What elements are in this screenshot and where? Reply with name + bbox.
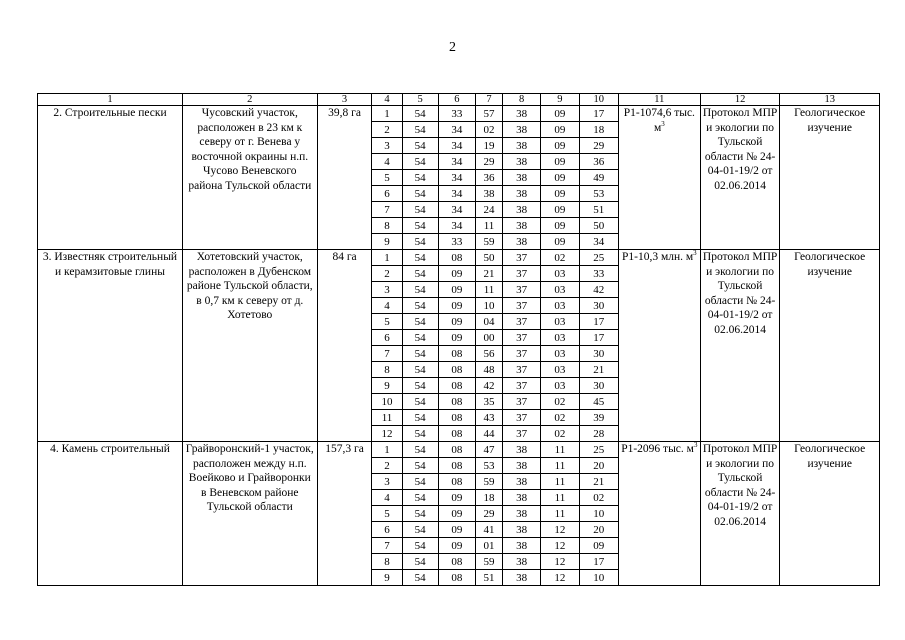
lon-degrees: 38	[502, 106, 540, 122]
point-number: 4	[372, 490, 402, 506]
lon-minutes: 12	[541, 538, 579, 554]
lon-degrees: 38	[502, 570, 540, 586]
lon-minutes: 03	[541, 346, 579, 362]
lat-seconds: 59	[476, 474, 503, 490]
point-number: 7	[372, 202, 402, 218]
lat-seconds: 24	[476, 202, 503, 218]
lon-seconds: 17	[579, 330, 618, 346]
unit-exponent: 3	[693, 441, 698, 450]
approval-protocol: Протокол МПР и экологии по Тульской области № 24-04-01-19/2 от 02.06.2014	[700, 250, 780, 442]
table-row	[38, 106, 880, 122]
lat-seconds: 59	[476, 554, 503, 570]
lat-seconds: 35	[476, 394, 503, 410]
lon-seconds: 09	[579, 538, 618, 554]
lat-degrees: 54	[402, 106, 438, 122]
column-header: 8	[502, 94, 540, 106]
lon-degrees: 38	[502, 506, 540, 522]
lon-degrees: 38	[502, 554, 540, 570]
lat-seconds: 43	[476, 410, 503, 426]
area-location: Хотетовский участок, расположен в Дубенском районе Тульской области, в 0,7 км к северу от д. Хотетово	[182, 250, 317, 442]
lon-degrees: 37	[502, 394, 540, 410]
lat-seconds: 59	[476, 234, 503, 250]
lat-degrees: 54	[402, 170, 438, 186]
lon-degrees: 38	[502, 138, 540, 154]
lon-minutes: 03	[541, 378, 579, 394]
lat-minutes: 08	[438, 378, 475, 394]
lon-minutes: 09	[541, 202, 579, 218]
area-size: 157,3 га	[317, 442, 372, 586]
lat-seconds: 41	[476, 522, 503, 538]
lon-degrees: 38	[502, 538, 540, 554]
lat-minutes: 09	[438, 266, 475, 282]
lon-minutes: 02	[541, 426, 579, 442]
lat-degrees: 54	[402, 506, 438, 522]
point-number: 7	[372, 538, 402, 554]
lat-minutes: 09	[438, 330, 475, 346]
point-number: 6	[372, 522, 402, 538]
approval-protocol: Протокол МПР и экологии по Тульской области № 24-04-01-19/2 от 02.06.2014	[700, 106, 780, 250]
lon-minutes: 03	[541, 282, 579, 298]
lat-degrees: 54	[402, 458, 438, 474]
lon-minutes: 09	[541, 122, 579, 138]
lat-seconds: 11	[476, 218, 503, 234]
column-header: 6	[438, 94, 475, 106]
unit-exponent: 3	[661, 119, 665, 128]
lon-seconds: 51	[579, 202, 618, 218]
lat-degrees: 54	[402, 330, 438, 346]
area-location: Грайворонский-1 участок, расположен между н.п. Воейково и Грайворонки в Веневском районе Тульской области	[182, 442, 317, 586]
lat-degrees: 54	[402, 522, 438, 538]
lon-seconds: 02	[579, 490, 618, 506]
lat-degrees: 54	[402, 122, 438, 138]
lon-degrees: 38	[502, 186, 540, 202]
point-number: 9	[372, 234, 402, 250]
lat-minutes: 08	[438, 410, 475, 426]
lat-minutes: 08	[438, 426, 475, 442]
area-size: 39,8 га	[317, 106, 372, 250]
lat-seconds: 04	[476, 314, 503, 330]
lon-degrees: 37	[502, 298, 540, 314]
lat-minutes: 09	[438, 522, 475, 538]
lon-minutes: 12	[541, 570, 579, 586]
column-header: 12	[700, 94, 780, 106]
lon-seconds: 53	[579, 186, 618, 202]
lat-minutes: 08	[438, 570, 475, 586]
column-header: 13	[780, 94, 880, 106]
lat-seconds: 50	[476, 250, 503, 266]
mineral-type: 4. Камень строительный	[38, 442, 183, 586]
column-header: 10	[579, 94, 618, 106]
point-number: 6	[372, 330, 402, 346]
lon-degrees: 37	[502, 410, 540, 426]
lat-degrees: 54	[402, 314, 438, 330]
lon-seconds: 10	[579, 570, 618, 586]
lon-minutes: 11	[541, 442, 579, 458]
lat-degrees: 54	[402, 490, 438, 506]
point-number: 3	[372, 474, 402, 490]
lat-minutes: 09	[438, 298, 475, 314]
lon-minutes: 02	[541, 250, 579, 266]
lon-degrees: 38	[502, 218, 540, 234]
lat-degrees: 54	[402, 186, 438, 202]
lat-minutes: 34	[438, 218, 475, 234]
lat-degrees: 54	[402, 362, 438, 378]
point-number: 6	[372, 186, 402, 202]
lon-minutes: 02	[541, 410, 579, 426]
lat-degrees: 54	[402, 154, 438, 170]
lon-degrees: 38	[502, 442, 540, 458]
lon-seconds: 29	[579, 138, 618, 154]
point-number: 8	[372, 362, 402, 378]
point-number: 5	[372, 314, 402, 330]
lon-seconds: 30	[579, 378, 618, 394]
lon-degrees: 38	[502, 522, 540, 538]
lat-seconds: 51	[476, 570, 503, 586]
lat-degrees: 54	[402, 266, 438, 282]
lat-seconds: 57	[476, 106, 503, 122]
lat-seconds: 29	[476, 154, 503, 170]
lon-degrees: 37	[502, 330, 540, 346]
column-header: 4	[372, 94, 402, 106]
lat-minutes: 08	[438, 394, 475, 410]
lon-degrees: 37	[502, 266, 540, 282]
lon-degrees: 37	[502, 346, 540, 362]
lon-degrees: 37	[502, 426, 540, 442]
lat-degrees: 54	[402, 346, 438, 362]
point-number: 7	[372, 346, 402, 362]
lon-degrees: 38	[502, 154, 540, 170]
lon-degrees: 38	[502, 122, 540, 138]
table-header	[38, 94, 880, 106]
lon-seconds: 21	[579, 362, 618, 378]
column-header: 11	[618, 94, 700, 106]
point-number: 4	[372, 298, 402, 314]
mineral-type: 3. Известняк строительный и керамзитовые глины	[38, 250, 183, 442]
point-number: 3	[372, 138, 402, 154]
lat-minutes: 09	[438, 490, 475, 506]
lat-minutes: 33	[438, 106, 475, 122]
lon-minutes: 09	[541, 186, 579, 202]
lon-seconds: 25	[579, 250, 618, 266]
column-header: 7	[476, 94, 503, 106]
lon-degrees: 38	[502, 490, 540, 506]
column-header: 5	[402, 94, 438, 106]
lat-seconds: 38	[476, 186, 503, 202]
lon-minutes: 11	[541, 506, 579, 522]
lat-degrees: 54	[402, 538, 438, 554]
lon-minutes: 12	[541, 554, 579, 570]
lat-minutes: 08	[438, 362, 475, 378]
point-number: 1	[372, 250, 402, 266]
point-number: 5	[372, 506, 402, 522]
lat-seconds: 02	[476, 122, 503, 138]
lon-minutes: 09	[541, 138, 579, 154]
lon-seconds: 42	[579, 282, 618, 298]
lat-seconds: 56	[476, 346, 503, 362]
lat-seconds: 11	[476, 282, 503, 298]
table-row	[38, 442, 880, 458]
lat-minutes: 09	[438, 314, 475, 330]
point-number: 4	[372, 154, 402, 170]
column-header: 1	[38, 94, 183, 106]
lon-minutes: 03	[541, 266, 579, 282]
lat-minutes: 34	[438, 122, 475, 138]
lon-degrees: 37	[502, 362, 540, 378]
lat-minutes: 08	[438, 554, 475, 570]
lon-seconds: 18	[579, 122, 618, 138]
point-number: 1	[372, 442, 402, 458]
lat-seconds: 42	[476, 378, 503, 394]
lon-minutes: 03	[541, 330, 579, 346]
lon-seconds: 17	[579, 314, 618, 330]
lon-minutes: 03	[541, 314, 579, 330]
lon-minutes: 09	[541, 154, 579, 170]
lat-degrees: 54	[402, 410, 438, 426]
point-number: 2	[372, 266, 402, 282]
lat-degrees: 54	[402, 570, 438, 586]
lat-degrees: 54	[402, 202, 438, 218]
point-number: 11	[372, 410, 402, 426]
column-header: 2	[182, 94, 317, 106]
resource-estimate	[618, 442, 700, 586]
lat-minutes: 34	[438, 170, 475, 186]
table-row	[38, 250, 880, 266]
lon-seconds: 50	[579, 218, 618, 234]
lon-seconds: 10	[579, 506, 618, 522]
lat-minutes: 34	[438, 202, 475, 218]
lon-seconds: 49	[579, 170, 618, 186]
approval-protocol: Протокол МПР и экологии по Тульской области № 24-04-01-19/2 от 02.06.2014	[700, 442, 780, 586]
lon-seconds: 39	[579, 410, 618, 426]
lat-seconds: 44	[476, 426, 503, 442]
lon-minutes: 11	[541, 474, 579, 490]
lat-seconds: 47	[476, 442, 503, 458]
lat-seconds: 21	[476, 266, 503, 282]
point-number: 1	[372, 106, 402, 122]
lon-seconds: 21	[579, 474, 618, 490]
lon-minutes: 09	[541, 106, 579, 122]
point-number: 5	[372, 170, 402, 186]
lat-degrees: 54	[402, 394, 438, 410]
lon-seconds: 17	[579, 554, 618, 570]
lat-minutes: 34	[438, 186, 475, 202]
lon-degrees: 37	[502, 282, 540, 298]
lon-degrees: 38	[502, 170, 540, 186]
point-number: 9	[372, 378, 402, 394]
usage-purpose: Геологическое изучение	[780, 106, 880, 250]
lat-seconds: 29	[476, 506, 503, 522]
lon-seconds: 36	[579, 154, 618, 170]
usage-purpose: Геологическое изучение	[780, 442, 880, 586]
lat-seconds: 53	[476, 458, 503, 474]
lat-seconds: 19	[476, 138, 503, 154]
license-areas-table	[37, 93, 880, 586]
lon-seconds: 33	[579, 266, 618, 282]
lat-minutes: 34	[438, 138, 475, 154]
lat-degrees: 54	[402, 298, 438, 314]
area-location: Чусовский участок, расположен в 23 км к северу от г. Венева у восточной окраины н.п. Чусово Веневского района Тульской области	[182, 106, 317, 250]
lon-minutes: 11	[541, 490, 579, 506]
point-number: 12	[372, 426, 402, 442]
lat-minutes: 09	[438, 282, 475, 298]
lat-minutes: 08	[438, 442, 475, 458]
resource-value: P1-2096 тыс. м	[621, 443, 694, 455]
lon-seconds: 30	[579, 346, 618, 362]
lat-minutes: 08	[438, 346, 475, 362]
point-number: 3	[372, 282, 402, 298]
resource-value: P1-10,3 млн. м	[621, 251, 694, 263]
point-number: 10	[372, 394, 402, 410]
usage-purpose: Геологическое изучение	[780, 250, 880, 442]
lon-seconds: 30	[579, 298, 618, 314]
lon-degrees: 37	[502, 378, 540, 394]
lon-minutes: 03	[541, 298, 579, 314]
resource-estimate	[618, 106, 700, 250]
lon-minutes: 12	[541, 522, 579, 538]
lat-minutes: 09	[438, 506, 475, 522]
lat-minutes: 08	[438, 458, 475, 474]
resource-estimate	[618, 250, 700, 442]
lon-minutes: 03	[541, 362, 579, 378]
lon-degrees: 38	[502, 202, 540, 218]
lat-degrees: 54	[402, 282, 438, 298]
lat-degrees: 54	[402, 442, 438, 458]
lat-minutes: 33	[438, 234, 475, 250]
lat-seconds: 36	[476, 170, 503, 186]
page-number: 2	[449, 40, 456, 55]
point-number: 8	[372, 554, 402, 570]
lon-degrees: 38	[502, 474, 540, 490]
column-header: 9	[541, 94, 579, 106]
unit-exponent: 3	[693, 249, 697, 258]
lat-degrees: 54	[402, 218, 438, 234]
table-body	[38, 106, 880, 586]
lat-seconds: 18	[476, 490, 503, 506]
lat-degrees: 54	[402, 234, 438, 250]
area-size: 84 га	[317, 250, 372, 442]
lon-seconds: 20	[579, 458, 618, 474]
lon-minutes: 09	[541, 170, 579, 186]
lon-degrees: 37	[502, 250, 540, 266]
point-number: 8	[372, 218, 402, 234]
lon-minutes: 09	[541, 234, 579, 250]
lat-minutes: 34	[438, 154, 475, 170]
lon-seconds: 34	[579, 234, 618, 250]
lon-minutes: 02	[541, 394, 579, 410]
point-number: 9	[372, 570, 402, 586]
lat-minutes: 08	[438, 474, 475, 490]
lat-seconds: 00	[476, 330, 503, 346]
lat-degrees: 54	[402, 554, 438, 570]
lat-degrees: 54	[402, 426, 438, 442]
lat-degrees: 54	[402, 378, 438, 394]
lon-seconds: 17	[579, 106, 618, 122]
mineral-type: 2. Строительные пески	[38, 106, 183, 250]
point-number: 2	[372, 458, 402, 474]
lat-minutes: 09	[438, 538, 475, 554]
lon-degrees: 38	[502, 234, 540, 250]
lon-degrees: 37	[502, 314, 540, 330]
lat-degrees: 54	[402, 138, 438, 154]
lat-seconds: 48	[476, 362, 503, 378]
lat-seconds: 01	[476, 538, 503, 554]
lat-degrees: 54	[402, 474, 438, 490]
lon-seconds: 45	[579, 394, 618, 410]
lon-minutes: 09	[541, 218, 579, 234]
resource-value: P1-1074,6 тыс. м	[623, 107, 695, 134]
point-number: 2	[372, 122, 402, 138]
lon-seconds: 20	[579, 522, 618, 538]
lon-seconds: 28	[579, 426, 618, 442]
lon-seconds: 25	[579, 442, 618, 458]
lat-degrees: 54	[402, 250, 438, 266]
lon-minutes: 11	[541, 458, 579, 474]
lat-seconds: 10	[476, 298, 503, 314]
column-header: 3	[317, 94, 372, 106]
lat-minutes: 08	[438, 250, 475, 266]
lon-degrees: 38	[502, 458, 540, 474]
